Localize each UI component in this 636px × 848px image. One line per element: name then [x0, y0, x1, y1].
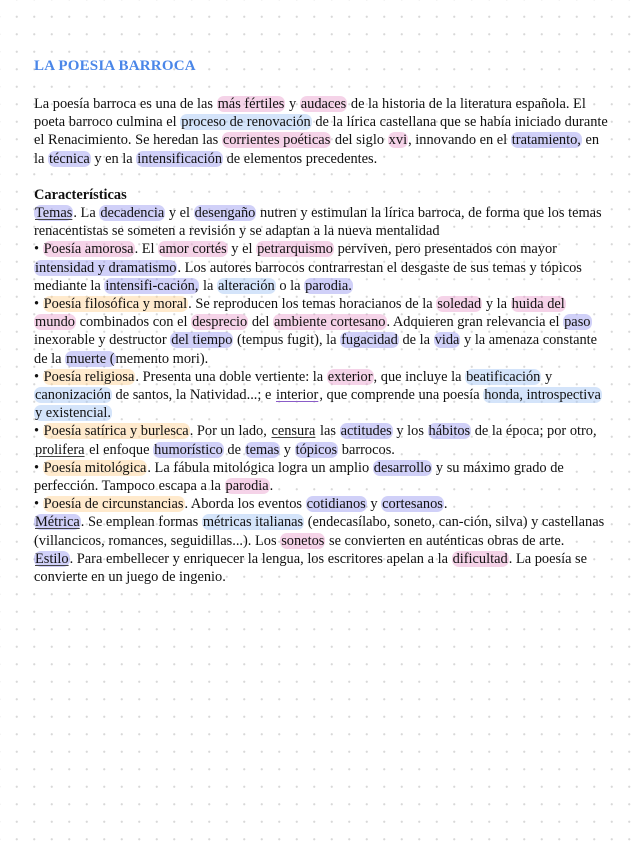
religiosa-label: Poesía religiosa — [43, 368, 135, 385]
text: . Los autores barrocos contrarrestan el desgaste de sus temas y tópicos mediante la — [34, 259, 582, 294]
bullet: • — [34, 459, 43, 476]
text: la — [199, 277, 218, 294]
highlight: interior — [275, 387, 319, 404]
text: y la amenaza constante de la — [34, 332, 598, 367]
circunstancias-paragraph — [34, 495, 609, 513]
satirica-label: Poesía satírica y burlesca — [43, 423, 189, 440]
text: (endecasílabo, soneto, can-ción, silva) y castellanas (villancicos, romances, seguidillas...). Los — [34, 514, 605, 549]
text: nutren y estimulan la lírica barroca, de forma que los temas renacentistas se someten a revisión y se adaptan a la nueva mentalidad — [34, 205, 602, 240]
text: . Aborda los eventos — [184, 496, 306, 513]
text: o la — [275, 277, 305, 294]
text: y — [280, 441, 295, 458]
highlight: tratamiento, — [511, 132, 581, 149]
text: del — [248, 314, 274, 331]
estilo-label: Estilo — [35, 550, 69, 567]
intro-text: de la historia de la literatura española. El poeta barroco culmina el — [34, 96, 586, 131]
highlight: hábitos — [428, 423, 471, 440]
text: . Por un lado, — [189, 423, 271, 440]
highlight: soledad — [437, 296, 482, 313]
highlight: desengaño — [194, 205, 256, 222]
bullet: • — [34, 296, 43, 313]
text: . La poesía se convierte en un juego de ingenio. — [34, 550, 588, 586]
bullet: • — [34, 496, 43, 513]
highlight: sonetos — [281, 532, 325, 549]
highlight: vida — [434, 332, 460, 349]
intro-paragraph — [34, 95, 609, 168]
highlight: del tiempo — [171, 332, 233, 349]
text: y los — [392, 423, 428, 440]
highlight: actitudes — [340, 423, 392, 440]
intro-text: del siglo — [331, 132, 388, 149]
highlight: decadencia — [100, 205, 165, 222]
intro-text: en la — [34, 132, 600, 167]
highlight: petrarquismo — [257, 241, 333, 258]
highlight: más fértiles — [217, 96, 285, 112]
text: . Adquieren gran relevancia el — [386, 314, 564, 331]
bullet: • — [34, 368, 43, 385]
text: de santos, la Natividad...; e — [111, 387, 275, 404]
highlight: corrientes poéticas — [222, 132, 331, 149]
filosofica-label: Poesía filosófica y moral — [43, 296, 188, 313]
text: inexorable y destructor — [34, 332, 171, 349]
text: las — [316, 423, 340, 440]
highlight: desprecio — [192, 314, 248, 331]
highlight: fugacidad — [341, 332, 398, 349]
highlight: censura — [271, 423, 316, 440]
highlight: intensidad y dramatismo — [35, 259, 177, 276]
text: . — [269, 478, 274, 495]
text: . Se reproducen los temas horacianos de la — [188, 296, 437, 313]
amorosa-label: Poesía amorosa — [43, 241, 134, 258]
page-title: LA POESIA BARROCA — [34, 58, 196, 74]
highlight: intensifi-cación, — [105, 277, 199, 294]
text: (tempus fugit), la — [233, 332, 341, 349]
temas-label: Temas — [35, 205, 73, 222]
highlight: cotidianos — [306, 496, 366, 513]
intro-text: , innovando en el — [408, 132, 511, 149]
intro-text: y en la — [90, 150, 137, 167]
highlight: dificultad — [452, 550, 508, 567]
paragraph-gap — [34, 168, 609, 186]
bullet: • — [34, 423, 43, 440]
text: y — [366, 496, 382, 513]
highlight: exterior — [327, 368, 373, 385]
estilo-paragraph — [34, 550, 609, 586]
text: de la época; por otro, — [471, 423, 597, 440]
highlight: ambiente cortesano — [274, 314, 386, 331]
text: memento mori). — [115, 350, 209, 367]
highlight: alteración — [218, 277, 275, 294]
text: , que incluye la — [373, 368, 466, 385]
intro-text: La poesía barroca es una de las — [34, 96, 217, 112]
mitologica-label: Poesía mitológica — [43, 459, 147, 476]
text: y el — [165, 205, 194, 222]
circunstancias-label: Poesía de circunstancias — [43, 496, 184, 513]
text: y su máximo grado de perfección. Tampoco escapa a la — [34, 459, 564, 495]
highlight: parodia. — [305, 277, 352, 294]
text: y el — [227, 241, 257, 258]
notes-body — [34, 95, 609, 586]
text: el enfoque — [85, 441, 154, 458]
highlight: paso — [564, 314, 591, 331]
highlight: intensificación — [137, 150, 223, 167]
text: . Presenta una doble vertiente: la — [135, 368, 327, 385]
religiosa-paragraph — [34, 368, 609, 423]
bullet: • — [34, 241, 43, 258]
mitologica-paragraph — [34, 459, 609, 495]
text: . Para embellecer y enriquecer la lengua, los escritores apelan a la — [69, 550, 452, 567]
highlight: honda, introspectiva y existencial. — [35, 387, 601, 422]
text: , que comprende una poesía — [319, 387, 484, 404]
text: combinados con el — [75, 314, 192, 331]
highlight: proceso de renovación — [181, 114, 311, 131]
text: de — [223, 441, 245, 458]
highlight: técnica — [48, 150, 90, 167]
highlight: cortesanos — [382, 496, 443, 513]
highlight: canonización — [35, 387, 111, 404]
intro-text: de elementos precedentes. — [223, 150, 378, 167]
highlight: tópicos — [295, 441, 338, 458]
text: se convierten en auténticas obras de arte. — [325, 532, 565, 549]
amorosa-paragraph — [34, 240, 609, 295]
text: y la — [482, 296, 511, 313]
text: barrocos. — [338, 441, 395, 458]
section-heading: Características — [34, 186, 127, 203]
text: de la — [398, 332, 434, 349]
filosofica-paragraph — [34, 295, 609, 368]
highlight: beatificación — [466, 368, 541, 385]
highlight: humorístico — [154, 441, 223, 458]
highlight: muerte ( — [66, 350, 115, 367]
highlight: métricas italianas — [202, 514, 304, 531]
metrica-label: Métrica — [35, 514, 80, 531]
intro-text: de la lírica castellana que se había iniciado durante el Renacimiento. Se heredan las — [34, 114, 608, 149]
highlight: desarrollo — [373, 459, 432, 476]
intro-text: y — [285, 96, 300, 112]
text: perviven, pero presentados con mayor — [334, 241, 557, 258]
text: . Se emplean formas — [80, 514, 202, 531]
highlight: temas — [245, 441, 280, 458]
highlight: amor cortés — [159, 241, 227, 258]
highlight: audaces — [300, 96, 347, 112]
metrica-paragraph — [34, 513, 609, 549]
text: . El — [134, 241, 159, 258]
highlight: parodia — [225, 478, 269, 495]
highlight: huida del mundo — [35, 296, 565, 331]
satirica-paragraph — [34, 422, 609, 458]
text: . — [443, 496, 448, 513]
highlight: xvi — [388, 132, 408, 149]
highlight: prolifera — [35, 441, 85, 458]
text: y — [541, 368, 553, 385]
temas-paragraph — [34, 204, 609, 240]
text: . La fábula mitológica logra un amplio — [147, 459, 373, 476]
text: . La — [73, 205, 100, 222]
